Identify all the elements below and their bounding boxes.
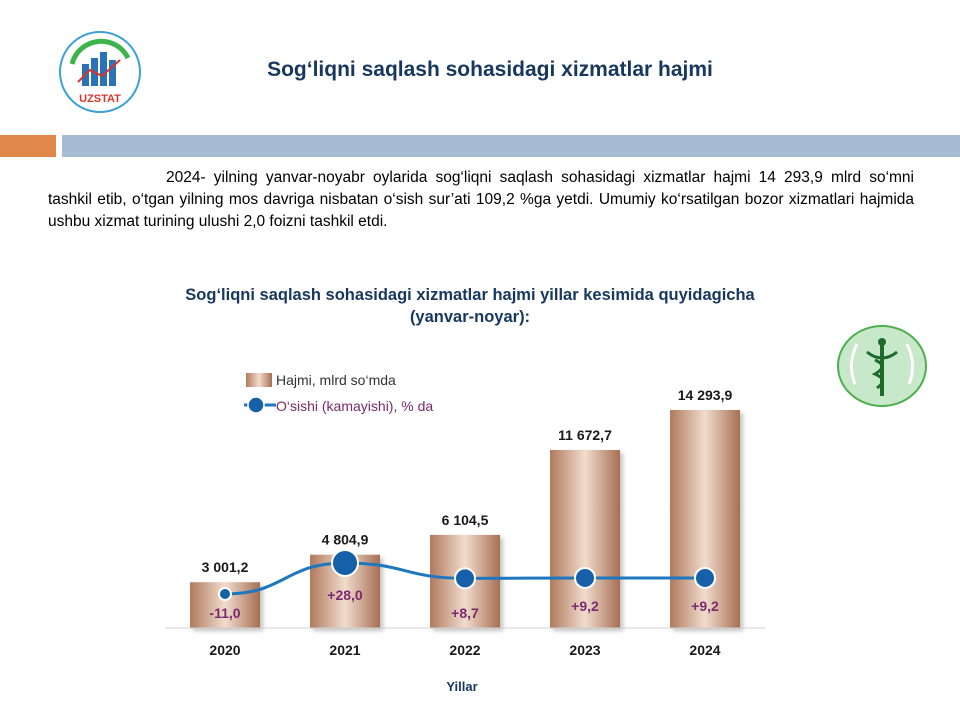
growth-label-2023: +9,2	[571, 598, 599, 614]
bar-value-label-2021: 4 804,9	[321, 531, 369, 548]
bar-2024	[670, 410, 740, 628]
legend-label-line: O‘sishi (kamayishi), % da	[276, 398, 434, 414]
growth-point-2022	[455, 568, 475, 588]
x-tick-label-2020: 2020	[209, 642, 241, 658]
bar-value-label-2022: 6 104,5	[441, 511, 489, 528]
legend-label-bar: Hajmi, mlrd so‘mda	[276, 372, 396, 388]
growth-point-2021	[332, 550, 358, 576]
bar-value-label-2024: 14 293,9	[677, 387, 733, 403]
x-tick-label-2021: 2021	[329, 642, 361, 658]
growth-point-2023	[575, 568, 595, 588]
growth-label-2021: +28,0	[327, 587, 363, 603]
x-axis-title: Yillar	[446, 679, 478, 694]
page-title: Sog‘liqni saqlash sohasidagi xizmatlar hajmi	[267, 58, 713, 81]
x-tick-label-2022: 2022	[449, 642, 481, 658]
legend-swatch-marker	[248, 397, 264, 413]
x-tick-label-2023: 2023	[569, 642, 601, 658]
growth-label-2024: +9,2	[691, 598, 719, 614]
bar-value-label-2023: 11 672,7	[558, 426, 612, 443]
growth-point-2024	[695, 568, 715, 588]
bar-value-label-2020: 3 001,2	[201, 559, 249, 576]
chart-title: Sog‘liqni saqlash sohasidagi xizmatlar hajmi yillar kesimida quyidagicha (yanvar-noyar):	[185, 286, 755, 326]
x-tick-label-2024: 2024	[689, 642, 721, 658]
growth-point-2020	[219, 588, 231, 600]
growth-label-2022: +8,7	[451, 605, 479, 621]
legend-swatch-bar	[246, 373, 272, 387]
chart-legend	[244, 372, 433, 414]
growth-label-2020: -11,0	[209, 605, 241, 621]
logo-text: UZSTAT	[79, 93, 121, 105]
intro-paragraph: 2024- yilning yanvar-noyabr oylarida sog‘liqni saqlash sohasidagi xizmatlar hajmi 14 293,9 mlrd so‘mni tashkil etib, o‘tgan yilning mos davriga nisbatan o‘sish sur’ati 109,2 %ga yetdi. Umumiy ko‘rsatilgan bozor xizmatlari hajmida ushbu xizmat turining ulushi 2,0 foizni tashkil etdi.	[48, 169, 914, 230]
